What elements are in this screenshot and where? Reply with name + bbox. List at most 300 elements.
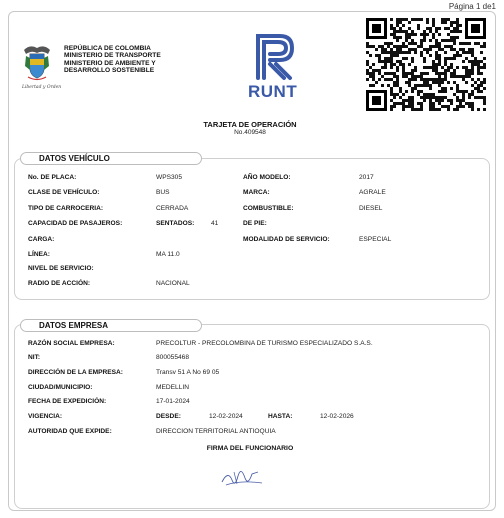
qr-module <box>483 78 486 81</box>
qr-module <box>420 72 423 75</box>
qr-module <box>390 33 393 36</box>
qr-module <box>408 96 411 99</box>
qr-module <box>435 99 438 102</box>
qr-module <box>453 39 456 42</box>
qr-module <box>447 18 450 21</box>
qr-module <box>399 102 402 105</box>
qr-module <box>423 48 426 51</box>
qr-module <box>456 24 459 27</box>
qr-module <box>390 42 393 45</box>
qr-module <box>432 21 435 24</box>
qr-module <box>387 60 390 63</box>
qr-module <box>480 96 483 99</box>
qr-module <box>393 33 396 36</box>
ministry-line: MINISTERIO DE AMBIENTE Y <box>64 59 156 67</box>
qr-module <box>468 105 471 108</box>
qr-module <box>477 42 480 45</box>
qr-module <box>471 54 474 57</box>
qr-module <box>453 108 456 111</box>
qr-module <box>405 51 408 54</box>
qr-module <box>426 81 429 84</box>
qr-module <box>462 60 465 63</box>
qr-module <box>393 81 396 84</box>
qr-module <box>456 84 459 87</box>
qr-module <box>366 69 369 72</box>
qr-module <box>447 33 450 36</box>
qr-module <box>438 99 441 102</box>
qr-module <box>372 75 375 78</box>
qr-module <box>414 69 417 72</box>
qr-module <box>405 39 408 42</box>
qr-module <box>387 51 390 54</box>
qr-module <box>450 102 453 105</box>
qr-module <box>399 60 402 63</box>
qr-module <box>396 45 399 48</box>
qr-module <box>423 78 426 81</box>
qr-module <box>411 102 414 105</box>
authority-label: AUTORIDAD QUE EXPIDE: <box>28 428 112 435</box>
qr-module <box>429 96 432 99</box>
qr-module <box>468 102 471 105</box>
nit-label: NIT: <box>28 354 41 361</box>
qr-module <box>387 72 390 75</box>
qr-module <box>432 69 435 72</box>
qr-module <box>450 57 453 60</box>
qr-module <box>465 90 468 93</box>
qr-module <box>471 105 474 108</box>
qr-module <box>456 87 459 90</box>
qr-module <box>399 21 402 24</box>
qr-module <box>453 69 456 72</box>
qr-module <box>402 105 405 108</box>
qr-module <box>456 105 459 108</box>
qr-module <box>381 84 384 87</box>
qr-module <box>396 102 399 105</box>
body-type-label: TIPO DE CARROCERIA: <box>28 205 104 212</box>
qr-module <box>405 45 408 48</box>
qr-module <box>429 87 432 90</box>
qr-module <box>441 48 444 51</box>
qr-module <box>384 57 387 60</box>
qr-module <box>435 69 438 72</box>
qr-module <box>432 102 435 105</box>
qr-module <box>477 72 480 75</box>
standing-label: DE PIE: <box>243 220 267 227</box>
qr-module <box>399 96 402 99</box>
qr-module <box>444 51 447 54</box>
qr-module <box>444 63 447 66</box>
qr-module <box>459 48 462 51</box>
qr-module <box>417 102 420 105</box>
ministry-line: DESARROLLO SOSTENIBLE <box>64 66 155 74</box>
qr-module <box>471 102 474 105</box>
qr-module <box>390 54 393 57</box>
qr-module <box>435 66 438 69</box>
qr-module <box>393 54 396 57</box>
qr-module <box>393 36 396 39</box>
qr-module <box>390 63 393 66</box>
qr-module <box>426 18 429 21</box>
qr-module <box>477 87 480 90</box>
qr-module <box>444 72 447 75</box>
qr-module <box>444 75 447 78</box>
line-label: LÍNEA: <box>28 251 50 258</box>
qr-module <box>483 45 486 48</box>
qr-module <box>426 84 429 87</box>
qr-module <box>405 75 408 78</box>
qr-module <box>393 72 396 75</box>
qr-module <box>417 27 420 30</box>
qr-module <box>453 81 456 84</box>
line-value: MA 11.0 <box>156 251 180 258</box>
brand-label: MARCA: <box>243 189 270 196</box>
qr-module <box>411 39 414 42</box>
service-mode-value: ESPECIAL <box>359 236 392 243</box>
qr-module <box>405 33 408 36</box>
qr-module <box>393 105 396 108</box>
qr-module <box>450 87 453 90</box>
qr-module <box>447 39 450 42</box>
qr-module <box>369 72 372 75</box>
qr-module <box>438 33 441 36</box>
qr-module <box>483 66 486 69</box>
qr-module <box>429 105 432 108</box>
qr-module <box>420 102 423 105</box>
qr-module <box>411 96 414 99</box>
qr-module <box>402 57 405 60</box>
qr-module <box>444 87 447 90</box>
qr-module <box>414 78 417 81</box>
qr-module <box>402 93 405 96</box>
qr-module <box>396 18 399 21</box>
qr-module <box>396 30 399 33</box>
qr-module <box>456 66 459 69</box>
qr-module <box>471 93 474 96</box>
qr-module <box>444 27 447 30</box>
qr-module <box>390 72 393 75</box>
service-mode-label: MODALIDAD DE SERVICIO: <box>243 236 330 243</box>
qr-module <box>459 30 462 33</box>
qr-module <box>417 90 420 93</box>
qr-module <box>444 39 447 42</box>
qr-module <box>402 69 405 72</box>
qr-module <box>411 87 414 90</box>
qr-module <box>438 81 441 84</box>
qr-module <box>438 63 441 66</box>
qr-module <box>411 30 414 33</box>
qr-module <box>396 36 399 39</box>
qr-module <box>438 48 441 51</box>
qr-module <box>483 87 486 90</box>
from-date-value: 12-02-2024 <box>209 413 243 420</box>
qr-module <box>435 27 438 30</box>
qr-module <box>399 30 402 33</box>
qr-module <box>372 45 375 48</box>
qr-module <box>423 39 426 42</box>
qr-module <box>474 63 477 66</box>
qr-module <box>408 27 411 30</box>
qr-module <box>423 72 426 75</box>
qr-module <box>414 48 417 51</box>
capacity-label: CAPACIDAD DE PASAJEROS: <box>28 220 123 227</box>
qr-module <box>471 69 474 72</box>
qr-module <box>393 51 396 54</box>
qr-module <box>438 84 441 87</box>
qr-module <box>429 66 432 69</box>
qr-module <box>369 45 372 48</box>
qr-module <box>405 90 408 93</box>
validity-label: VIGENCIA: <box>28 413 63 420</box>
qr-module <box>411 69 414 72</box>
qr-module <box>417 45 420 48</box>
qr-module <box>408 36 411 39</box>
qr-module <box>456 108 459 111</box>
qr-module <box>396 48 399 51</box>
qr-module <box>366 78 369 81</box>
qr-module <box>381 66 384 69</box>
qr-module <box>432 18 435 21</box>
qr-module <box>447 45 450 48</box>
qr-module <box>477 90 480 93</box>
qr-module <box>399 51 402 54</box>
qr-module <box>429 27 432 30</box>
qr-module <box>420 54 423 57</box>
qr-module <box>426 27 429 30</box>
qr-module <box>462 90 465 93</box>
qr-module <box>366 60 369 63</box>
qr-module <box>429 99 432 102</box>
qr-module <box>423 36 426 39</box>
qr-module <box>396 51 399 54</box>
qr-module <box>477 63 480 66</box>
qr-module <box>411 78 414 81</box>
qr-module <box>426 93 429 96</box>
qr-module <box>411 18 414 21</box>
qr-module <box>372 63 375 66</box>
qr-module <box>393 93 396 96</box>
qr-module <box>426 51 429 54</box>
qr-module <box>477 84 480 87</box>
qr-module <box>369 66 372 69</box>
qr-module <box>471 66 474 69</box>
action-radius-value: NACIONAL <box>156 280 190 287</box>
qr-module <box>453 54 456 57</box>
qr-module <box>426 66 429 69</box>
qr-module <box>453 30 456 33</box>
vehicle-class-label: CLASE DE VEHÍCULO: <box>28 189 100 196</box>
qr-module <box>411 48 414 51</box>
qr-module <box>411 99 414 102</box>
qr-module <box>444 78 447 81</box>
qr-module <box>408 72 411 75</box>
qr-module <box>414 84 417 87</box>
qr-module <box>438 102 441 105</box>
qr-module <box>456 18 459 21</box>
qr-module <box>384 51 387 54</box>
qr-module <box>444 18 447 21</box>
qr-module <box>372 72 375 75</box>
card-number: No.409548 <box>234 129 266 136</box>
qr-module <box>378 72 381 75</box>
qr-module <box>453 57 456 60</box>
qr-module <box>405 105 408 108</box>
qr-module <box>471 72 474 75</box>
qr-module <box>396 84 399 87</box>
qr-module <box>465 102 468 105</box>
qr-module <box>447 105 450 108</box>
qr-module <box>450 72 453 75</box>
qr-module <box>441 18 444 21</box>
from-label: DESDE: <box>156 413 181 420</box>
qr-module <box>435 39 438 42</box>
qr-module <box>384 42 387 45</box>
qr-module <box>411 60 414 63</box>
qr-module <box>423 96 426 99</box>
qr-module <box>480 81 483 84</box>
shield-motto: Libertad y Orden <box>22 85 62 90</box>
qr-finder <box>372 96 381 105</box>
qr-module <box>435 51 438 54</box>
qr-module <box>435 42 438 45</box>
qr-module <box>444 90 447 93</box>
qr-module <box>396 78 399 81</box>
qr-module <box>468 75 471 78</box>
qr-module <box>432 78 435 81</box>
qr-module <box>483 57 486 60</box>
qr-module <box>477 96 480 99</box>
qr-module <box>378 60 381 63</box>
qr-module <box>468 42 471 45</box>
qr-module <box>420 108 423 111</box>
qr-module <box>420 51 423 54</box>
qr-module <box>414 18 417 21</box>
qr-module <box>438 75 441 78</box>
qr-module <box>468 51 471 54</box>
qr-module <box>453 48 456 51</box>
qr-module <box>474 60 477 63</box>
qr-module <box>459 24 462 27</box>
brand-value: AGRALE <box>359 189 386 196</box>
qr-module <box>444 105 447 108</box>
qr-module <box>384 78 387 81</box>
qr-module <box>408 63 411 66</box>
qr-module <box>390 60 393 63</box>
qr-module <box>411 33 414 36</box>
qr-module <box>408 78 411 81</box>
signature-scribble <box>218 462 268 492</box>
qr-module <box>471 48 474 51</box>
qr-module <box>471 78 474 81</box>
qr-module <box>399 18 402 21</box>
qr-module <box>459 42 462 45</box>
qr-module <box>480 84 483 87</box>
qr-module <box>396 60 399 63</box>
qr-module <box>465 75 468 78</box>
company-name-label: RAZÓN SOCIAL EMPRESA: <box>28 340 115 347</box>
qr-module <box>405 57 408 60</box>
qr-module <box>432 81 435 84</box>
qr-module <box>399 36 402 39</box>
qr-module <box>393 63 396 66</box>
qr-module <box>402 30 405 33</box>
qr-module <box>462 105 465 108</box>
qr-module <box>456 54 459 57</box>
qr-module <box>447 27 450 30</box>
qr-module <box>447 81 450 84</box>
qr-module <box>420 45 423 48</box>
qr-module <box>369 54 372 57</box>
qr-module <box>390 99 393 102</box>
qr-module <box>450 75 453 78</box>
qr-module <box>390 78 393 81</box>
qr-module <box>399 63 402 66</box>
qr-module <box>399 45 402 48</box>
seated-value: 41 <box>211 220 219 227</box>
qr-module <box>423 30 426 33</box>
company-name-value: PRECOLTUR - PRECOLOMBINA DE TURISMO ESPECIALIZADO S.A.S. <box>156 340 373 347</box>
qr-module <box>429 102 432 105</box>
qr-module <box>456 96 459 99</box>
qr-module <box>441 99 444 102</box>
qr-module <box>402 42 405 45</box>
qr-module <box>474 81 477 84</box>
qr-module <box>438 72 441 75</box>
qr-module <box>456 30 459 33</box>
qr-module <box>390 48 393 51</box>
qr-module <box>384 60 387 63</box>
signature-title: FIRMA DEL FUNCIONARIO <box>206 445 294 452</box>
qr-module <box>375 48 378 51</box>
qr-module <box>435 45 438 48</box>
qr-module <box>381 45 384 48</box>
qr-module <box>462 66 465 69</box>
qr-module <box>483 102 486 105</box>
qr-module <box>483 99 486 102</box>
qr-module <box>438 78 441 81</box>
qr-module <box>414 51 417 54</box>
qr-module <box>438 108 441 111</box>
qr-module <box>396 69 399 72</box>
qr-module <box>366 42 369 45</box>
qr-module <box>432 60 435 63</box>
qr-module <box>423 84 426 87</box>
qr-module <box>399 27 402 30</box>
address-value: Transv 51 A No 69 05 <box>156 369 220 376</box>
qr-module <box>450 36 453 39</box>
qr-module <box>408 105 411 108</box>
qr-module <box>441 96 444 99</box>
qr-module <box>483 81 486 84</box>
qr-module <box>483 63 486 66</box>
qr-module <box>435 54 438 57</box>
to-label: HASTA: <box>268 413 293 420</box>
qr-module <box>483 42 486 45</box>
qr-code <box>366 18 486 113</box>
qr-module <box>477 66 480 69</box>
qr-module <box>369 84 372 87</box>
qr-module <box>405 30 408 33</box>
qr-module <box>390 51 393 54</box>
card-title: TARJETA DE OPERACIÓN <box>203 120 297 129</box>
qr-module <box>441 90 444 93</box>
qr-module <box>384 72 387 75</box>
page-number: Página 1 de1 <box>448 2 496 11</box>
qr-module <box>471 84 474 87</box>
qr-module <box>471 60 474 63</box>
qr-module <box>435 78 438 81</box>
qr-module <box>456 21 459 24</box>
qr-module <box>399 48 402 51</box>
